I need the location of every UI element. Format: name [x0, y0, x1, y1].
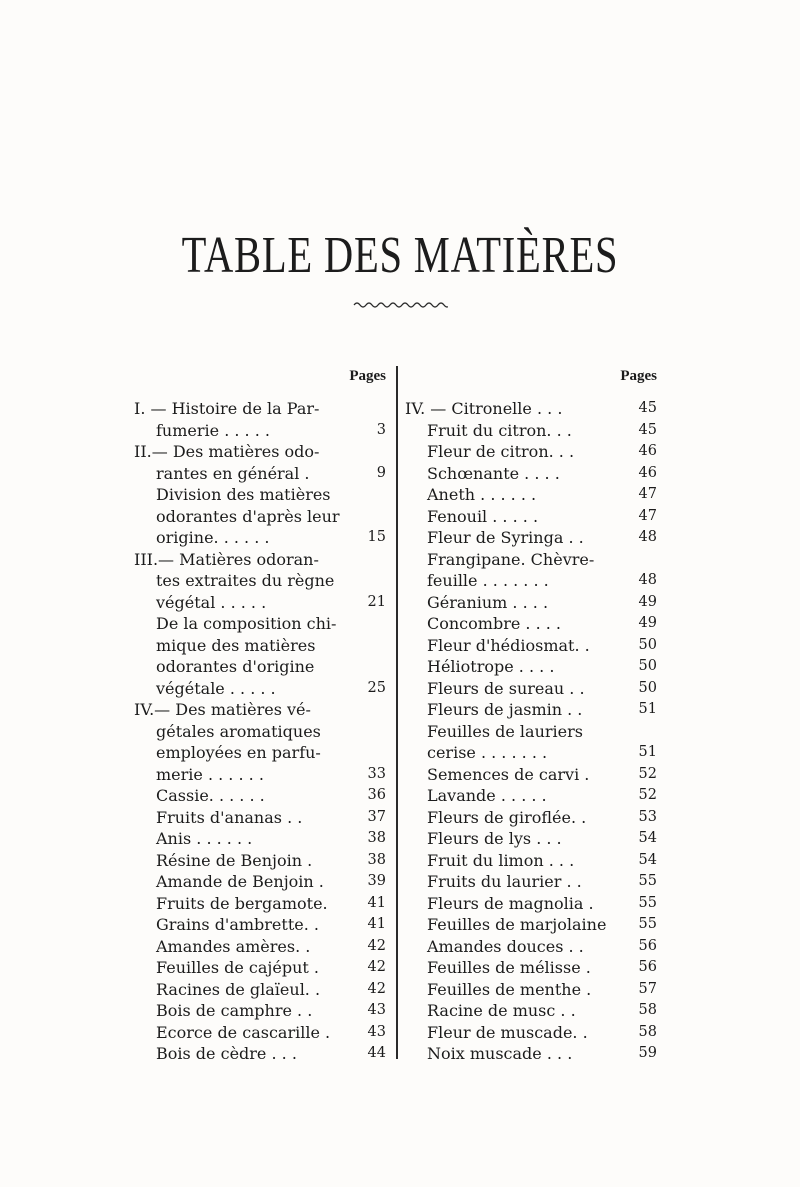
toc-page-number: 45 [638, 400, 657, 416]
toc-page-number: 36 [367, 787, 386, 803]
toc-page-number: 53 [638, 808, 657, 825]
toc-line [134, 699, 386, 721]
toc-line [134, 678, 386, 700]
toc-line [405, 549, 657, 571]
toc-entry-text: De la composition chi- [156, 614, 337, 633]
toc-line [405, 1000, 657, 1022]
toc-entry-text: Géranium . . . . [427, 592, 549, 612]
toc-page-number: 58 [638, 1023, 657, 1040]
toc-line [134, 914, 386, 936]
toc-line [405, 1022, 657, 1044]
toc-entry-text: Feuilles de menthe . [427, 979, 592, 999]
toc-line [134, 506, 386, 528]
toc-entry-text: Feuilles de cajéput . [156, 958, 319, 977]
toc-line [405, 484, 657, 506]
toc-line [134, 613, 386, 635]
toc-page-number: 42 [367, 959, 386, 975]
toc-entry-text: I. — Histoire de la Par- [134, 399, 320, 418]
toc-page-number: 43 [367, 1023, 386, 1040]
toc-line [405, 979, 657, 1001]
toc-line [134, 850, 386, 872]
toc-page-number: 50 [638, 679, 657, 696]
toc-line [134, 1043, 386, 1065]
toc-line [134, 656, 386, 678]
toc-page-number: 54 [638, 830, 657, 846]
toc-line [405, 656, 657, 678]
toc-page-number: 55 [638, 873, 657, 889]
toc-entries [405, 398, 657, 1065]
toc-page-number: 48 [638, 529, 657, 545]
toc-page-number: 49 [638, 593, 657, 610]
toc-page-number: 50 [638, 636, 657, 653]
toc-page-number: 47 [638, 507, 657, 524]
toc-line [405, 506, 657, 528]
toc-line [134, 721, 386, 743]
toc-entry-text: Feuilles de marjolaine [427, 915, 607, 934]
toc-line [405, 635, 657, 657]
toc-line [405, 721, 657, 743]
toc-page-number: 9 [376, 464, 386, 481]
toc-line [405, 850, 657, 872]
toc-entry-text: mique des matières [156, 635, 316, 655]
toc-entry-text: Amandes amères. . [156, 936, 311, 956]
toc-line [405, 893, 657, 915]
toc-page-number: 41 [367, 894, 386, 911]
toc-page-number: 39 [367, 873, 386, 889]
toc-page-number: 56 [638, 937, 657, 954]
toc-page-number: 42 [367, 937, 386, 954]
toc-line [134, 742, 386, 764]
ornament-divider [352, 298, 448, 310]
toc-page-number: 21 [367, 593, 386, 610]
toc-entry-text: Cassie. . . . . . [156, 786, 265, 805]
toc-entry-text: origine. . . . . . [156, 528, 270, 547]
toc-page-number: 46 [638, 443, 657, 459]
toc-line [134, 893, 386, 915]
toc-page-number: 55 [638, 916, 657, 932]
toc-line [134, 979, 386, 1001]
toc-page-number: 46 [638, 464, 657, 481]
toc-line [405, 936, 657, 958]
toc-entry-text: cerise . . . . . . . [427, 743, 548, 762]
toc-page-number: 45 [638, 421, 657, 438]
toc-entry-text: Fruit du citron. . . [427, 420, 572, 440]
toc-entry-text: Fleur de muscade. . [427, 1022, 588, 1042]
toc-line [134, 785, 386, 807]
toc-line [405, 957, 657, 979]
toc-entry-text: Fleur de Syringa . . [427, 528, 584, 547]
toc-entries [134, 398, 386, 1065]
toc-line [134, 527, 386, 549]
toc-line [405, 592, 657, 614]
toc-entry-text: Fruits d'ananas . . [156, 807, 303, 827]
toc-entry-text: odorantes d'après leur [156, 506, 340, 526]
toc-entry-text: Division des matières [156, 485, 331, 504]
toc-line [134, 764, 386, 786]
toc-entry-text: employées en parfu- [156, 743, 321, 762]
toc-entry-text: Fleurs de lys . . . [427, 829, 562, 848]
toc-page-number: 42 [367, 980, 386, 997]
toc-line [405, 420, 657, 442]
toc-line [405, 785, 657, 807]
toc-entry-text: Noix muscade . . . [427, 1044, 573, 1063]
toc-line [134, 441, 386, 463]
toc-entry-text: tes extraites du règne [156, 571, 335, 590]
toc-page-number: 25 [367, 679, 386, 696]
toc-line [405, 527, 657, 549]
toc-page-number: 51 [638, 744, 657, 760]
toc-entry-text: Feuilles de mélisse . [427, 958, 591, 977]
toc-entry-text: Lavande . . . . . [427, 786, 547, 805]
toc-entry-text: Fruits de bergamote. [156, 893, 328, 913]
toc-entry-text: Racine de musc . . [427, 1001, 576, 1020]
toc-page-number: 57 [638, 980, 657, 997]
toc-entry-text: Grains d'ambrette. . [156, 915, 319, 934]
toc-line [134, 463, 386, 485]
toc-page-number: 55 [638, 894, 657, 911]
toc-line [134, 570, 386, 592]
toc-page-number: 38 [367, 830, 386, 846]
toc-page-number: 51 [638, 701, 657, 717]
toc-entry-text: Schœnante . . . . [427, 463, 560, 483]
toc-line [134, 420, 386, 442]
toc-line [134, 549, 386, 571]
toc-entry-text: merie . . . . . . [156, 764, 264, 784]
toc-entry-text: Résine de Benjoin . [156, 850, 313, 870]
toc-page-number: 41 [367, 916, 386, 932]
toc-line [134, 936, 386, 958]
column-divider [396, 366, 398, 1059]
toc-page-number: 54 [638, 851, 657, 868]
toc-page-number: 58 [638, 1002, 657, 1018]
toc-page-number: 38 [367, 851, 386, 868]
toc-line [405, 699, 657, 721]
toc-entry-text: IV.— Des matières vé- [134, 700, 311, 719]
toc-column-right [405, 368, 657, 1065]
toc-entry-text: Semences de carvi . [427, 764, 590, 784]
toc-line [134, 592, 386, 614]
toc-page-number: 3 [376, 421, 386, 438]
toc-entry-text: végétal . . . . . [156, 592, 267, 612]
toc-entry-text: gétales aromatiques [156, 721, 321, 741]
toc-line [405, 398, 657, 420]
toc-entry-text: Aneth . . . . . . [427, 485, 537, 504]
toc-line [134, 1000, 386, 1022]
toc-entry-text: IV. — Citronelle . . . [405, 399, 563, 418]
toc-entry-text: Fleur d'hédiosmat. . [427, 635, 590, 655]
toc-page-number: 43 [367, 1002, 386, 1018]
toc-entry-text: feuille . . . . . . . [427, 571, 549, 590]
toc-entry-text: odorantes d'origine [156, 657, 315, 676]
toc-entry-text: Fruit du limon . . . [427, 850, 575, 870]
toc-page-number: 50 [638, 658, 657, 674]
toc-line [405, 463, 657, 485]
toc-page-number: 52 [638, 765, 657, 782]
toc-entry-text: végétale . . . . . [156, 678, 276, 698]
toc-line [405, 871, 657, 893]
toc-entry-text: Frangipane. Chèvre- [427, 549, 595, 569]
toc-page-number: 52 [638, 787, 657, 803]
toc-line [405, 764, 657, 786]
pages-header: Pages [349, 368, 386, 384]
toc-entry-text: III.— Matières odoran- [134, 549, 319, 569]
toc-line [405, 1043, 657, 1065]
toc-entry-text: Fleurs de giroflée. . [427, 807, 587, 827]
toc-line [405, 914, 657, 936]
toc-entry-text: Fruits du laurier . . [427, 872, 582, 891]
toc-line [405, 807, 657, 829]
toc-line [134, 1022, 386, 1044]
toc-entry-text: Héliotrope . . . . [427, 657, 555, 676]
toc-entry-text: Amandes douces . . [427, 936, 584, 956]
toc-line [405, 613, 657, 635]
toc-page-number: 49 [638, 615, 657, 631]
page-title: TABLE DES MATIÈRES [181, 227, 619, 284]
toc-line [134, 635, 386, 657]
toc-line [134, 398, 386, 420]
toc-page-number: 44 [367, 1045, 386, 1061]
toc-entry-text: Fleur de citron. . . [427, 442, 575, 461]
toc-page-number: 59 [638, 1045, 657, 1061]
toc-entry-text: Fenouil . . . . . [427, 506, 539, 526]
toc-page-number: 47 [638, 486, 657, 502]
toc-page-number: 48 [638, 572, 657, 588]
toc-entry-text: Fleurs de sureau . . [427, 678, 585, 698]
toc-line [405, 742, 657, 764]
toc-line [405, 570, 657, 592]
toc-entry-text: Fleurs de magnolia . [427, 893, 594, 913]
toc-entry-text: II.— Des matières odo- [134, 442, 320, 461]
toc-line [405, 828, 657, 850]
toc-entry-text: Concombre . . . . [427, 614, 561, 633]
toc-line [134, 828, 386, 850]
toc-entry-text: fumerie . . . . . [156, 420, 270, 440]
toc-entry-text: Ecorce de cascarille . [156, 1022, 331, 1042]
toc-line [405, 678, 657, 700]
toc-entry-text: Fleurs de jasmin . . [427, 700, 583, 719]
toc-line [134, 484, 386, 506]
toc-page-number: 15 [367, 529, 386, 545]
toc-column-left [134, 368, 386, 1065]
toc-page-number: 37 [367, 808, 386, 825]
toc-entry-text: Anis . . . . . . [156, 829, 253, 848]
toc-entry-text: Racines de glaïeul. . [156, 979, 321, 999]
toc-entry-text: Amande de Benjoin . [156, 872, 324, 891]
toc-line [134, 957, 386, 979]
toc-entry-text: rantes en général . [156, 463, 310, 483]
toc-entry-text: Bois de cèdre . . . [156, 1044, 297, 1063]
toc-entry-text: Feuilles de lauriers [427, 721, 583, 741]
toc-line [134, 871, 386, 893]
toc-page-number: 33 [367, 765, 386, 782]
pages-header: Pages [620, 368, 657, 384]
toc-page-number: 56 [638, 959, 657, 975]
toc-line [134, 807, 386, 829]
toc-line [405, 441, 657, 463]
toc-entry-text: Bois de camphre . . [156, 1001, 313, 1020]
